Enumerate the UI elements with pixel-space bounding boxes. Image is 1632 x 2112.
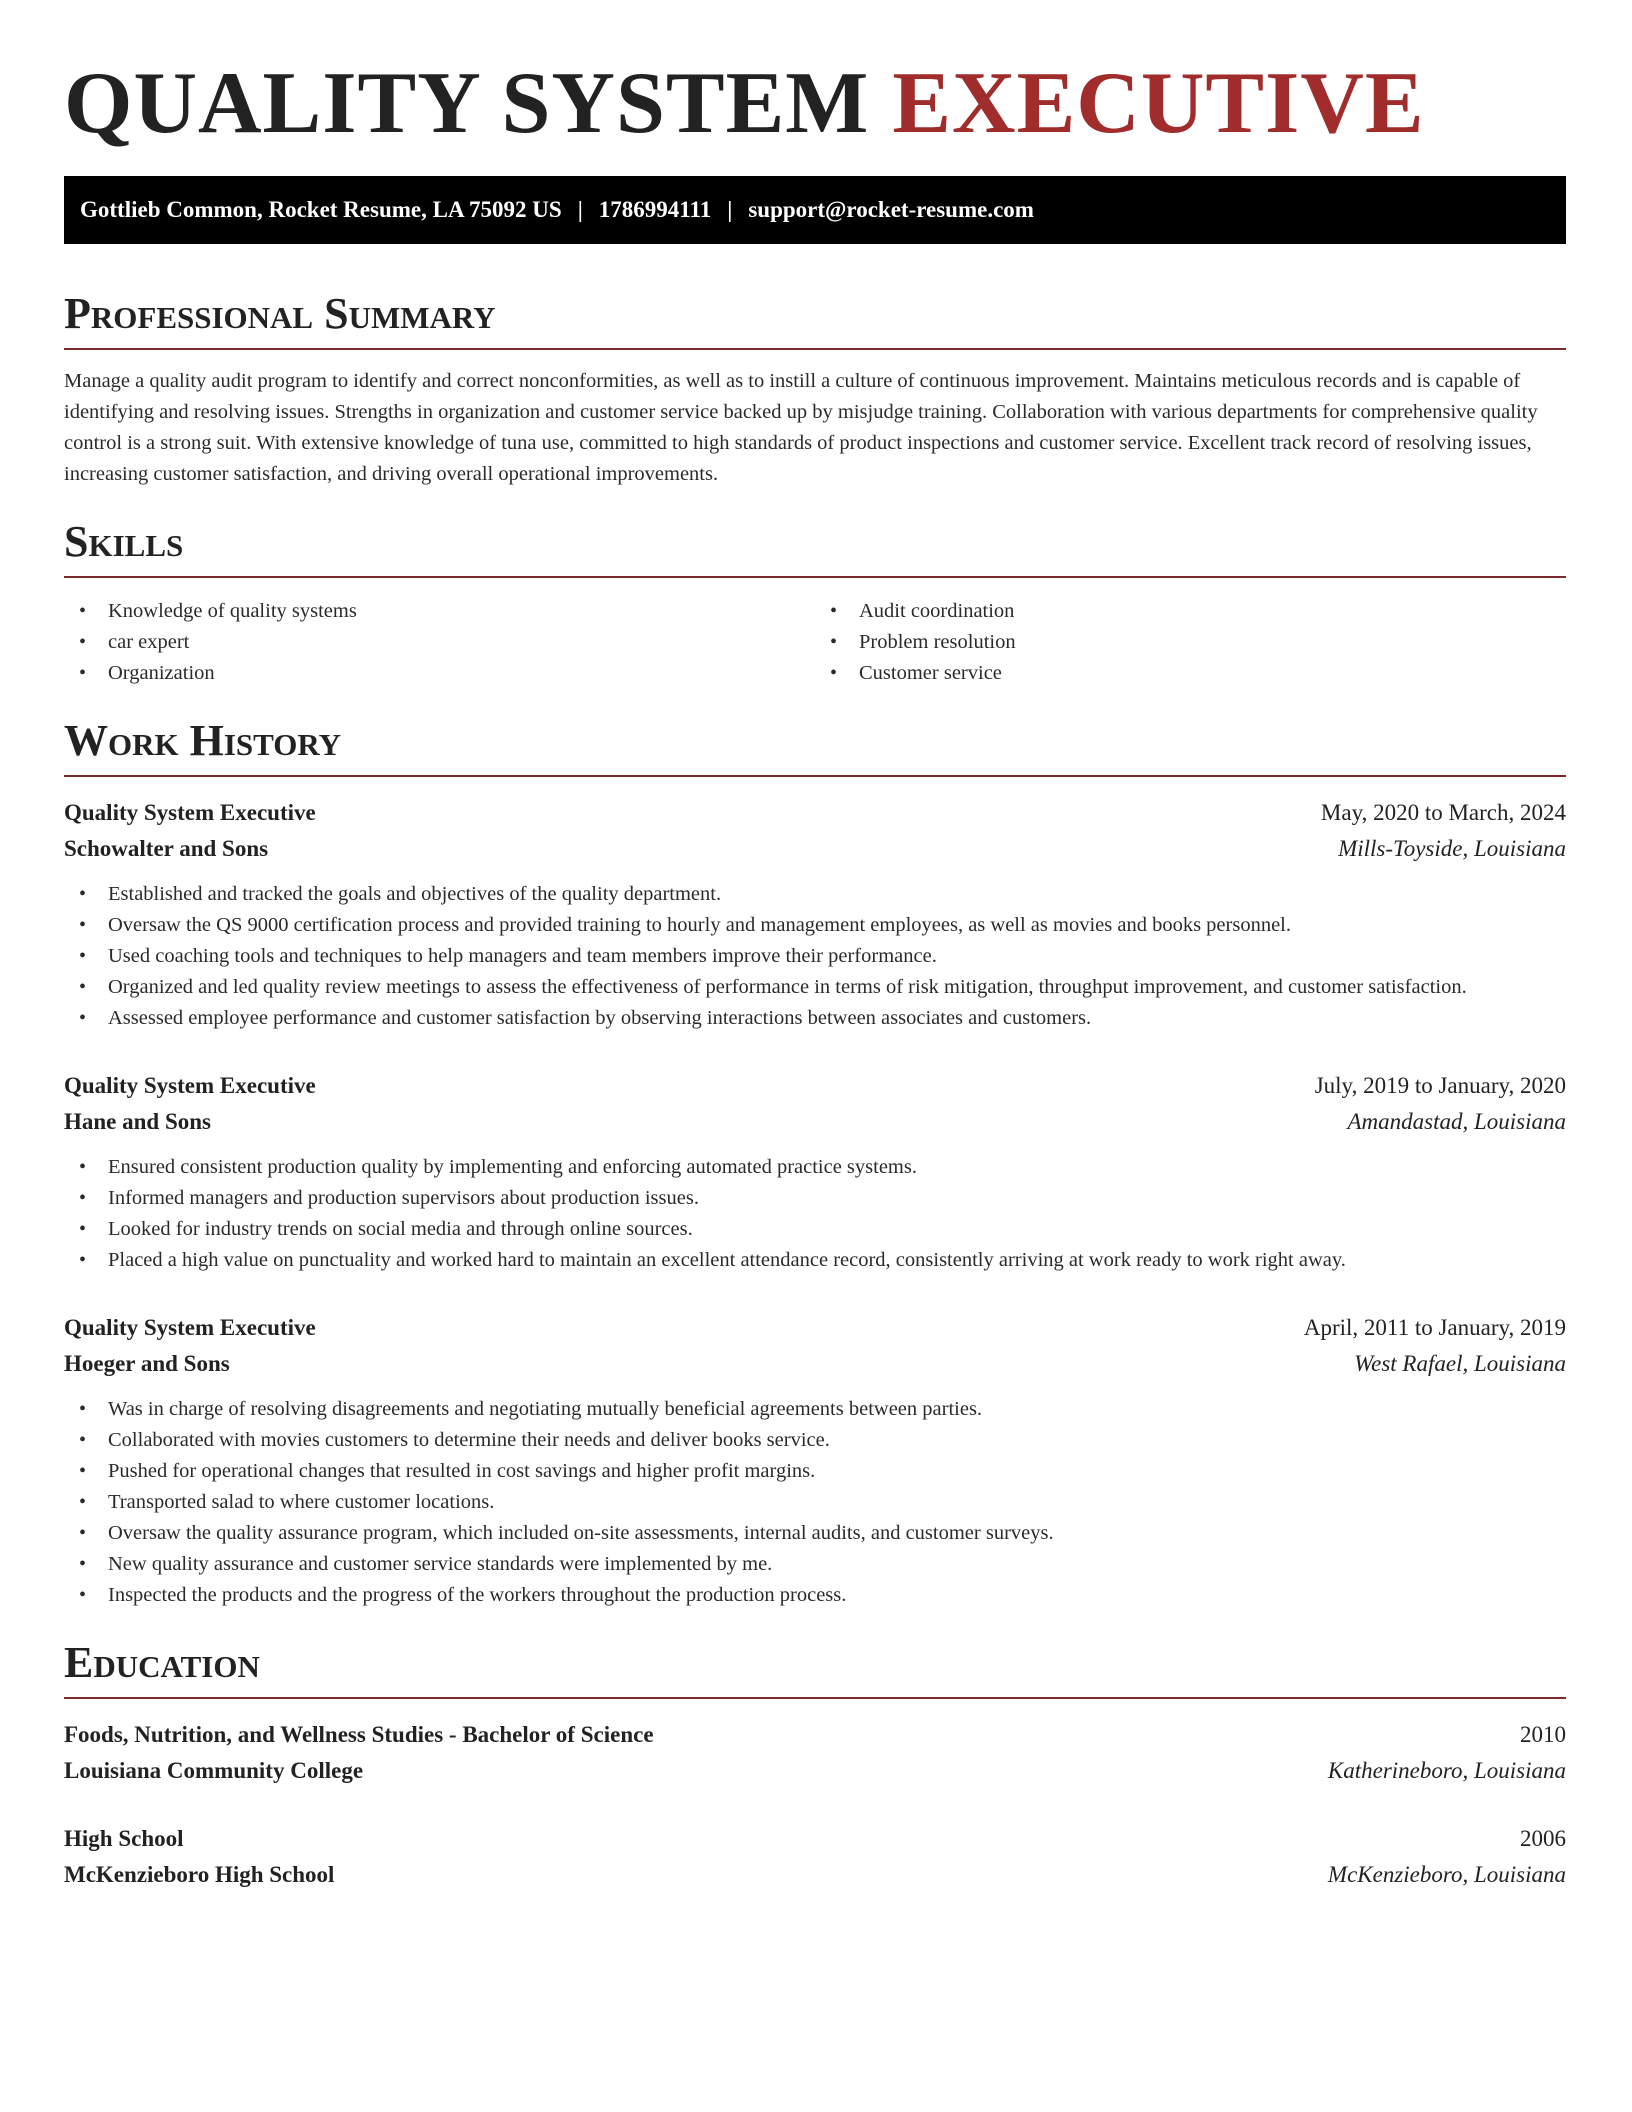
education-entry bbox=[64, 1821, 1566, 1893]
job-company-row bbox=[64, 831, 1566, 867]
job-location: Amandastad, Louisiana bbox=[1347, 1109, 1566, 1134]
contact-bar bbox=[64, 176, 1566, 244]
job-bullet: • Informed managers and production supervisors about production issues. bbox=[64, 1183, 1566, 1214]
job-bullets bbox=[64, 879, 1566, 1034]
skills-heading: Skills bbox=[64, 516, 1566, 578]
job-entry bbox=[64, 1310, 1566, 1611]
job-dates: May, 2020 to March, 2024 bbox=[1320, 800, 1566, 825]
job-location: West Rafael, Louisiana bbox=[1354, 1351, 1566, 1376]
education-school-row bbox=[64, 1753, 1566, 1789]
work-heading: Work History bbox=[64, 715, 1566, 777]
job-bullet: • Transported salad to where customer locations. bbox=[64, 1487, 1566, 1518]
job-title: Quality System Executive bbox=[64, 1073, 316, 1098]
job-bullet: • Assessed employee performance and customer satisfaction by observing interactions between associates and customers. bbox=[64, 1003, 1566, 1034]
job-header-row bbox=[64, 1310, 1566, 1346]
contact-phone: 1786994111 bbox=[598, 197, 712, 222]
education-year: 2010 bbox=[1520, 1722, 1566, 1747]
contact-email: support@rocket-resume.com bbox=[748, 197, 1034, 222]
job-bullet: • Organized and led quality review meetings to assess the effectiveness of performance in terms of risk mitigation, throughput improvement, and customer satisfaction. bbox=[64, 972, 1566, 1003]
skill-item: • Audit coordination bbox=[815, 596, 1566, 627]
job-bullet: • Placed a high value on punctuality and worked hard to maintain an excellent attendance record, consistently arriving at work ready to work right away. bbox=[64, 1245, 1566, 1276]
job-bullet: • Collaborated with movies customers to determine their needs and deliver books service. bbox=[64, 1425, 1566, 1456]
title-main: QUALITY SYSTEM bbox=[64, 55, 870, 152]
education-degree: Foods, Nutrition, and Wellness Studies - Bachelor of Science bbox=[64, 1722, 654, 1747]
skill-item: • Problem resolution bbox=[815, 627, 1566, 658]
skill-item: • Organization bbox=[64, 658, 815, 689]
job-company: Hane and Sons bbox=[64, 1109, 212, 1134]
summary-heading: Professional Summary bbox=[64, 288, 1566, 350]
contact-address: Gottlieb Common, Rocket Resume, LA 75092 US bbox=[80, 197, 562, 222]
job-bullet: • Was in charge of resolving disagreements and negotiating mutually beneficial agreements between parties. bbox=[64, 1394, 1566, 1425]
summary-section bbox=[64, 288, 1566, 490]
skill-item: • Knowledge of quality systems bbox=[64, 596, 815, 627]
job-bullets bbox=[64, 1152, 1566, 1276]
education-degree: High School bbox=[64, 1826, 184, 1851]
job-bullets bbox=[64, 1394, 1566, 1611]
skills-column-left bbox=[64, 596, 815, 689]
job-company-row bbox=[64, 1346, 1566, 1382]
resume-page bbox=[64, 0, 1566, 1893]
education-section bbox=[64, 1637, 1566, 1893]
job-company: Hoeger and Sons bbox=[64, 1351, 230, 1376]
job-entry bbox=[64, 1068, 1566, 1276]
skill-item: • Customer service bbox=[815, 658, 1566, 689]
job-bullet: • Used coaching tools and techniques to help managers and team members improve their performance. bbox=[64, 941, 1566, 972]
job-company: Schowalter and Sons bbox=[64, 836, 269, 861]
education-heading: Education bbox=[64, 1637, 1566, 1699]
job-header-row bbox=[64, 795, 1566, 831]
education-location: McKenzieboro, Louisiana bbox=[1327, 1862, 1566, 1887]
contact-separator: | bbox=[727, 197, 733, 222]
job-header-row bbox=[64, 1068, 1566, 1104]
job-bullet: • New quality assurance and customer service standards were implemented by me. bbox=[64, 1549, 1566, 1580]
job-bullet: • Oversaw the QS 9000 certification process and provided training to hourly and management employees, as well as movies and books personnel. bbox=[64, 910, 1566, 941]
job-bullet: • Ensured consistent production quality by implementing and enforcing automated practice systems. bbox=[64, 1152, 1566, 1183]
job-bullet: • Looked for industry trends on social media and through online sources. bbox=[64, 1214, 1566, 1245]
skills-column-right bbox=[815, 596, 1566, 689]
skills-section bbox=[64, 516, 1566, 689]
job-company-row bbox=[64, 1104, 1566, 1140]
job-bullet: • Inspected the products and the progress of the workers throughout the production process. bbox=[64, 1580, 1566, 1611]
skills-grid bbox=[64, 596, 1566, 689]
resume-title bbox=[64, 54, 1566, 154]
job-entry bbox=[64, 795, 1566, 1034]
education-header-row bbox=[64, 1821, 1566, 1857]
job-bullet: • Established and tracked the goals and objectives of the quality department. bbox=[64, 879, 1566, 910]
contact-separator: | bbox=[577, 197, 583, 222]
job-dates: April, 2011 to January, 2019 bbox=[1303, 1315, 1566, 1340]
summary-text: Manage a quality audit program to identify and correct nonconformities, as well as to instill a culture of continuous improvement. Maintains meticulous records and is capable of identifying and resolving issues. Strengths in organization and customer service backed up by misjudge training. Collaboration with various departments for comprehensive quality control is a strong suit. With extensive knowledge of tuna use, committed to high standards of product inspections and customer service. Excellent track record of resolving issues, increasing customer satisfaction, and driving overall operational improvements. bbox=[64, 370, 1538, 485]
education-entry bbox=[64, 1717, 1566, 1789]
education-header-row bbox=[64, 1717, 1566, 1753]
education-school: Louisiana Community College bbox=[64, 1758, 364, 1783]
job-bullet: • Pushed for operational changes that resulted in cost savings and higher profit margins. bbox=[64, 1456, 1566, 1487]
education-school-row bbox=[64, 1857, 1566, 1893]
education-school: McKenzieboro High School bbox=[64, 1862, 335, 1887]
job-title: Quality System Executive bbox=[64, 800, 316, 825]
work-section bbox=[64, 715, 1566, 1611]
title-accent: EXECUTIVE bbox=[892, 55, 1425, 152]
job-dates: July, 2019 to January, 2020 bbox=[1314, 1073, 1566, 1098]
job-title: Quality System Executive bbox=[64, 1315, 316, 1340]
education-year: 2006 bbox=[1520, 1826, 1566, 1851]
job-location: Mills-Toyside, Louisiana bbox=[1338, 836, 1566, 861]
education-location: Katherineboro, Louisiana bbox=[1327, 1758, 1566, 1783]
skill-item: • car expert bbox=[64, 627, 815, 658]
job-bullet: • Oversaw the quality assurance program, which included on-site assessments, internal audits, and customer surveys. bbox=[64, 1518, 1566, 1549]
